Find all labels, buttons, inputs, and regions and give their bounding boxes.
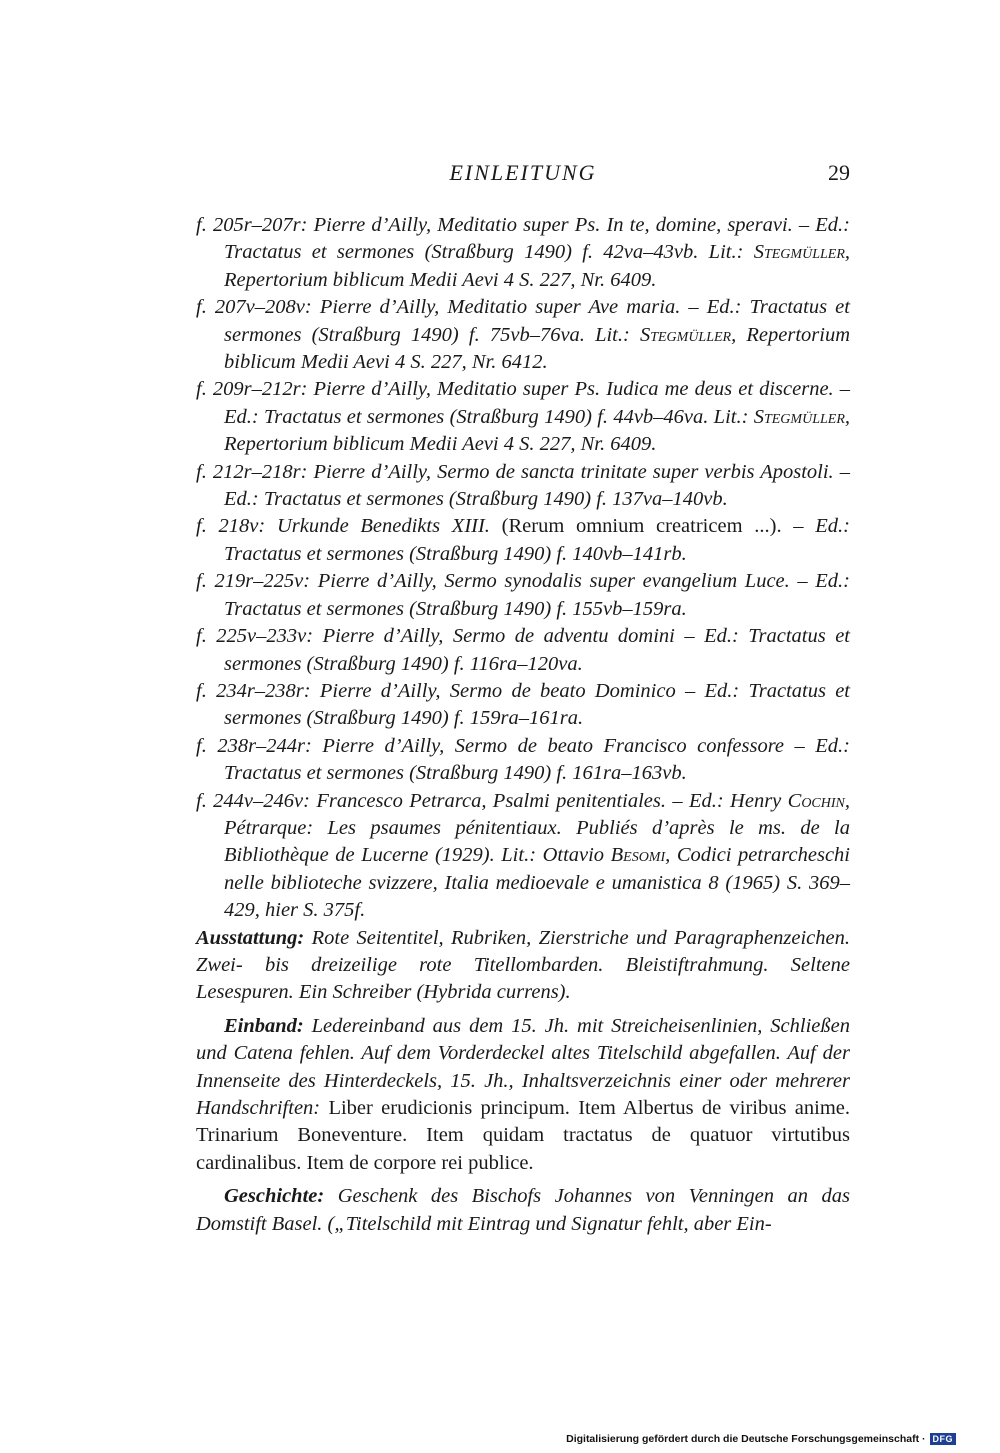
entry-text: Pierre d’Ailly, Sermo de adventu domini – Ed.: Tractatus et sermones (Straßburg 1490) f. 116ra–120va. xyxy=(224,625,850,675)
entry-text: Francesco Petrarca, Psalmi penitentiales. – Ed.: Henry xyxy=(316,789,788,812)
folio-ref: f. 234r–238r: xyxy=(196,679,311,702)
contents-quote: Liber erudicionis principum. Item Albertus de viribus anime. Trinarium Boneventure. Item quidam tractatus de quatuor virtutibus cardinalibus. Item de corpore rei publice. xyxy=(196,1097,850,1174)
entry-text: Pierre d’Ailly, Meditatio super Ps. In te, domine, speravi. – Ed.: Tractatus et sermones (Straßburg 1490) f. 42va–43vb. Lit.: xyxy=(224,214,851,264)
digitization-credit xyxy=(566,1431,956,1447)
manuscript-entry xyxy=(196,623,850,678)
author-name: Stegmüller xyxy=(639,323,732,346)
entry-text: Pierre d’Ailly, Meditatio super Ave maria. – Ed.: Tractatus et sermones (Straßburg 1490) f. 75vb–76va. Lit.: xyxy=(224,296,850,346)
entry-text: , Repertorium biblicum Medii Aevi 4 S. 227, Nr. 6409. xyxy=(224,405,850,456)
folio-ref: f. 212r–218r: xyxy=(196,460,308,483)
geschichte-paragraph xyxy=(196,1183,850,1238)
entry-text: , Repertorium biblicum Medii Aevi 4 S. 227, Nr. 6412. xyxy=(224,323,850,374)
author-name: Cochin xyxy=(787,789,845,812)
manuscript-entry xyxy=(196,294,850,376)
manuscript-entry xyxy=(196,788,850,925)
entry-text: – Ed.: Tractatus et sermones (Straßburg 1490) f. 140vb–141rb. xyxy=(224,515,850,565)
folio-ref: f. 244v–246v: xyxy=(196,789,310,812)
folio-ref: f. 207v–208v: xyxy=(196,296,312,319)
entry-text: , Repertorium biblicum Medii Aevi 4 S. 227, Nr. 6409. xyxy=(224,241,850,291)
running-head xyxy=(196,160,850,196)
entry-text: Pierre d’Ailly, Sermo de beato Dominico – Ed.: Tractatus et sermones (Straßburg 1490) f. 159ra–161ra. xyxy=(224,679,851,730)
entry-text: , Codici petrarcheschi nelle biblioteche svizzere, Italia medioevale e umanistica 8 (1965) S. 369–429, hier S. 375f. xyxy=(224,844,850,922)
author-name: Stegmüller xyxy=(753,241,845,264)
entry-text: Pierre d’Ailly, Sermo de beato Francisco confessore – Ed.: Tractatus et sermones (Straßburg 1490) f. 161ra–163vb. xyxy=(224,734,850,785)
entry-text: Urkunde Benedikts XIII. xyxy=(276,515,502,538)
manuscript-entry xyxy=(196,513,850,568)
folio-ref: f. 218v: xyxy=(196,515,266,538)
section-label: Geschichte: xyxy=(224,1185,325,1208)
manuscript-entry xyxy=(196,733,850,788)
entry-text: Pierre d’Ailly, Meditatio super Ps. Iudica me deus et discerne. – Ed.: Tractatus et sermones (Straßburg 1490) f. 44vb–46va. Lit.: xyxy=(224,378,851,428)
einband-paragraph xyxy=(196,1013,850,1177)
folio-ref: f. 238r–244r: xyxy=(196,734,312,757)
ausstattung-paragraph xyxy=(196,925,850,1007)
text-block xyxy=(196,212,850,1244)
page-number: 29 xyxy=(828,160,850,185)
manuscript-entry xyxy=(196,376,850,458)
folio-ref: f. 205r–207r: xyxy=(196,214,308,236)
folio-ref: f. 225v–233v: xyxy=(196,625,314,648)
section-text: Rote Seitentitel, Rubriken, Zierstriche und Paragraphenzeichen. Zwei- bis dreizeilige rote Titellombarden. Bleistiftrahmung. Seltene Lesespuren. Ein Schreiber (Hybrida currens). xyxy=(196,926,850,1004)
manuscript-entry xyxy=(196,568,850,623)
entry-text: , Pétrarque: Les psaumes pénitentiaux. Publiés d’après le ms. de la Bibliothèque de Lucerne (1929). Lit.: Ottavio xyxy=(224,789,850,867)
folio-ref: f. 209r–212r: xyxy=(196,378,308,401)
manuscript-entry xyxy=(196,212,850,294)
incipit-text: (Rerum omnium creatricem ...). xyxy=(501,515,782,538)
dfg-logo-icon: DFG xyxy=(930,1433,957,1445)
folio-ref: f. 219r–225v: xyxy=(196,570,311,593)
author-name: Besomi xyxy=(610,844,666,867)
running-title: EINLEITUNG xyxy=(449,160,597,185)
credit-text: Digitalisierung gefördert durch die Deutsche Forschungsgemeinschaft · xyxy=(566,1433,926,1445)
section-label: Einband: xyxy=(224,1014,304,1037)
entry-text: Pierre d’Ailly, Sermo de sancta trinitate super verbis Apostoli. – Ed.: Tractatus et sermones (Straßburg 1490) f. 137va–140vb. xyxy=(224,460,851,511)
section-text: Ledereinband aus dem 15. Jh. mit Streicheisenlinien, Schließen und Catena fehlen. Auf dem Vorderdeckel altes Titelschild abgefallen. Auf der Innenseite des Hinterdeckels, 15. Jh., Inhaltsverzeichnis einer oder mehrerer Handschriften: xyxy=(196,1014,850,1119)
manuscript-entry xyxy=(196,459,850,514)
section-text: Geschenk des Bischofs Johannes von Venningen an das Domstift Basel. („Titelschild mit Eintrag und Signatur fehlt, aber Ein- xyxy=(196,1185,850,1235)
manuscript-entry xyxy=(196,678,850,733)
entry-text: Pierre d’Ailly, Sermo synodalis super evangelium Luce. – Ed.: Tractatus et sermones (Straßburg 1490) f. 155vb–159ra. xyxy=(224,570,850,620)
section-label: Ausstattung: xyxy=(196,926,305,949)
author-name: Stegmüller xyxy=(753,405,845,428)
